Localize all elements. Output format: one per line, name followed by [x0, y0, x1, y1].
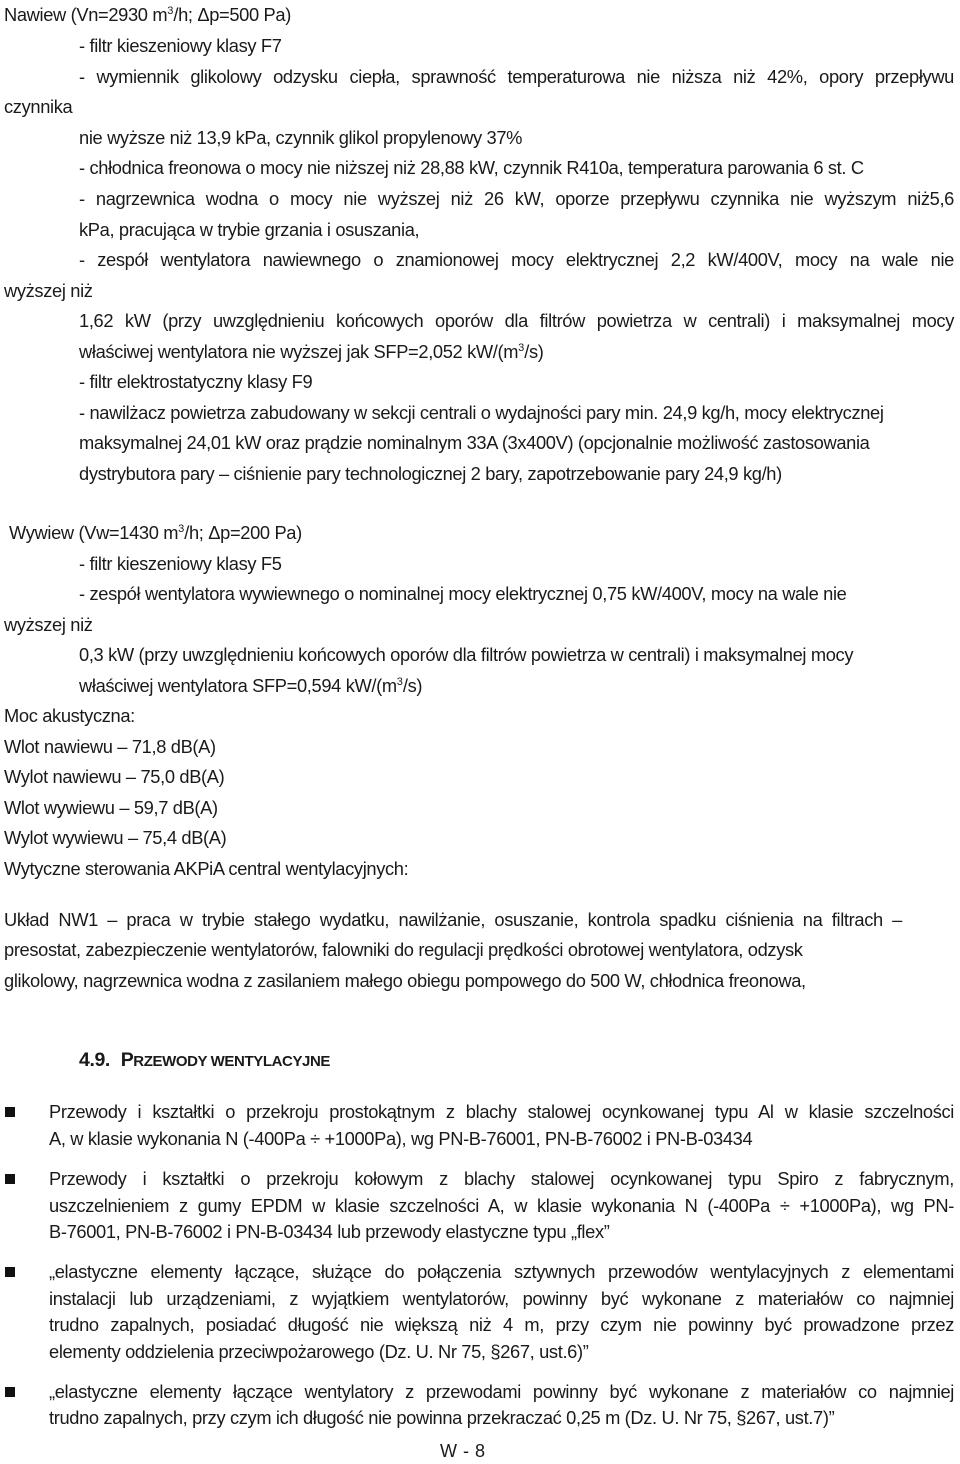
bullet-line: Przewody i kształtki o przekroju kołowym z blachy stalowej ocynkowanej typu Spiro z fabrycznym,: [49, 1168, 954, 1189]
nawiew-line: czynnika: [4, 96, 73, 117]
wywiew-heading: Wywiew (Vw=1430 $m^3/h$; Δp=200 Pa): [9, 522, 302, 543]
bullet-line: trudno zapalnych, przy czym ich długość nie powinna przekraczać 0,25 m (Dz. U. Nr 75, §267, ust.7)”: [49, 1407, 835, 1428]
wywiew-line: 0,3 kW (przy uwzględnieniu końcowych oporów dla filtrów powietrza w centrali) i maksymalnej mocy: [79, 644, 854, 665]
bullet-line: elementy oddzielenia przeciwpożarowego (Dz. U. Nr 75, §267, ust.6)”: [49, 1341, 589, 1362]
nawiew-heading: Nawiew (Vn=2930 $m^3/h$; Δp=500 Pa): [4, 4, 291, 25]
nawiew-line: 1,62 kW (przy uwzględnieniu końcowych oporów dla filtrów powietrza w centrali) i maksymalnej mocy: [79, 310, 954, 331]
wywiew-line: właściwej wentylatora SFP=0,594 $kW/(m^3/s)$: [79, 675, 423, 696]
bullet-line: „elastyczne elementy łączące, służące do połączenia sztywnych przewodów wentylacyjnych z elementami: [49, 1261, 954, 1282]
square-bullet-icon: [5, 1107, 15, 1117]
nawiew-line: - nawilżacz powietrza zabudowany w sekcji centrali o wydajności pary min. 24,9 kg/h, mocy elektrycznej: [79, 402, 884, 423]
uklad-line: Układ NW1 – praca w trybie stałego wydatku, nawilżanie, osuszanie, kontrola spadku ciśnienia na filtrach –: [4, 909, 902, 930]
section-heading: 4.9. PRZEWODY WENTYLACYJNE: [79, 1049, 331, 1071]
nawiew-line: - filtr elektrostatyczny klasy F9: [79, 371, 313, 392]
acoustic-title: Moc akustyczna:: [4, 705, 135, 726]
nawiew-line: kPa, pracująca w trybie grzania i osuszania,: [79, 219, 420, 240]
bullet-line: Przewody i kształtki o przekroju prostokątnym z blachy stalowej ocynkowanej typu Al w klasie szczelności: [49, 1101, 954, 1122]
uklad-line: presostat, zabezpieczenie wentylatorów, falowniki do regulacji prędkości obrotowej wentylatora, odzysk: [4, 939, 803, 960]
nawiew-line: wyższej niż: [4, 280, 93, 301]
control-guidelines: Wytyczne sterowania AKPiA central wentylacyjnych:: [4, 858, 409, 879]
square-bullet-icon: [5, 1267, 15, 1277]
bullet-line: instalacji lub urządzeniami, z wyjątkiem wentylatorów, powinny być wykonane z materiałów co najmniej: [49, 1288, 954, 1309]
nawiew-line: - wymiennik glikolowy odzysku ciepła, sprawność temperaturowa nie niższa niż 42%, opory przepływu: [79, 66, 954, 87]
acoustic-line: Wylot wywiewu – 75,4 dB(A): [4, 827, 227, 848]
wywiew-line: - zespół wentylatora wywiewnego o nominalnej mocy elektrycznej 0,75 kW/400V, mocy na wale nie: [79, 583, 847, 604]
bullet-line: A, w klasie wykonania N (-400Pa ÷ +1000Pa), wg PN-B-76001, PN-B-76002 i PN-B-03434: [49, 1128, 753, 1149]
nawiew-line: maksymalnej 24,01 kW oraz prądzie nominalnym 33A (3x400V) (opcjonalnie możliwość zastosowania: [79, 432, 870, 453]
nawiew-line: - filtr kieszeniowy klasy F7: [79, 35, 282, 56]
square-bullet-icon: [5, 1174, 15, 1184]
bullet-line: B-76001, PN-B-76002 i PN-B-03434 lub przewody elastyczne typu „flex”: [49, 1221, 610, 1242]
nawiew-line: nie wyższe niż 13,9 kPa, czynnik glikol propylenowy 37%: [79, 127, 523, 148]
page-number: W - 8: [440, 1441, 486, 1461]
nawiew-line: - chłodnica freonowa o mocy nie niższej niż 28,88 kW, czynnik R410a, temperatura parowania 6 st. C: [79, 157, 864, 178]
nawiew-line: - nagrzewnica wodna o mocy nie wyższej niż 26 kW, oporze przepływu czynnika nie wyższym niż5,6: [79, 188, 954, 209]
bullet-line: uszczelnieniem z gumy EPDM w klasie szczelności A, w klasie wykonania N (-400Pa ÷ +1000Pa), wg PN-: [49, 1195, 954, 1216]
nawiew-line: dystrybutora pary – ciśnienie pary technologicznej 2 bary, zapotrzebowanie pary 24,9 kg/h): [79, 463, 782, 484]
wywiew-line: - filtr kieszeniowy klasy F5: [79, 553, 282, 574]
bullet-line: „elastyczne elementy łączące wentylatory z przewodami powinny być wykonane z materiałów co najmniej: [49, 1381, 954, 1402]
wywiew-line: wyższej niż: [4, 614, 93, 635]
uklad-line: glikolowy, nagrzewnica wodna z zasilaniem małego obiegu pompowego do 500 W, chłodnica freonowa,: [4, 970, 806, 991]
acoustic-line: Wylot nawiewu – 75,0 dB(A): [4, 766, 225, 787]
square-bullet-icon: [5, 1387, 15, 1397]
nawiew-line: właściwej wentylatora nie wyższej jak SFP=2,052 $kW/(m^3/s)$: [79, 341, 544, 362]
acoustic-line: Wlot wywiewu – 59,7 dB(A): [4, 797, 218, 818]
acoustic-line: Wlot nawiewu – 71,8 dB(A): [4, 736, 216, 757]
nawiew-line: - zespół wentylatora nawiewnego o znamionowej mocy elektrycznej 2,2 kW/400V, mocy na wale nie: [79, 249, 954, 270]
bullet-line: trudno zapalnych, posiadać długość nie większą niż 4 m, przy czym nie powinny być prowadzone przez: [49, 1314, 954, 1335]
